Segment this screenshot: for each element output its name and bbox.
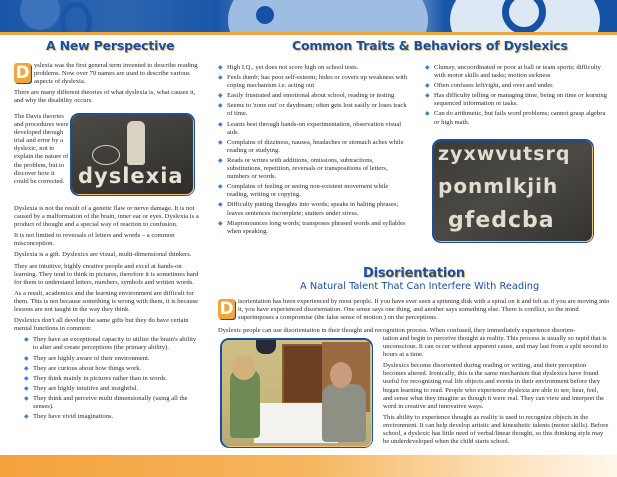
list-item-text: Complains of feeling or seeing non-existent movement while reading, writing or copying. <box>227 183 389 199</box>
list-item-text: Complains of dizziness, nausea, headaches or stomach aches while reading or studying. <box>227 138 404 154</box>
list-item <box>425 92 607 108</box>
mental-functions-list <box>14 336 202 421</box>
diamond-bullet-icon: ◆ <box>218 103 223 110</box>
list-item-text: They think mainly in pictures rather than in words. <box>33 374 168 382</box>
body-paragraph: It is not limited to reversals of letters and words – a common misconception. <box>14 232 175 248</box>
disorientation-body <box>383 335 609 449</box>
dropcap: D <box>15 63 30 83</box>
banner-decor-dot <box>256 6 274 24</box>
list-item-text: Reads or writes with additions, omissions, subtractions, substitutions, repetition, reversals or transpositions of letters, numbers or words. <box>227 156 388 181</box>
list-item-text: Seems to 'zone out' or daydream; often gets lost easily or loses track of time. <box>227 102 407 118</box>
header-banner <box>0 0 617 33</box>
diamond-bullet-icon: ◆ <box>24 414 29 421</box>
list-item <box>218 157 408 181</box>
traits-list-middle <box>218 64 408 238</box>
list-item-text: Feels dumb; has poor self-esteem; hides or covers up weakness with coping mechanism i.e. acting out <box>227 74 408 90</box>
list-item-text: They think and perceive multi dimensionally (using all the senses). <box>33 394 188 410</box>
diamond-bullet-icon: ◆ <box>425 83 430 90</box>
diamond-bullet-icon: ◆ <box>425 111 430 118</box>
traits-list <box>425 64 607 127</box>
diamond-bullet-icon: ◆ <box>218 202 223 209</box>
list-item <box>218 121 408 137</box>
new-perspective-body <box>14 205 202 423</box>
list-item <box>425 64 607 80</box>
alphabet-row: gfedcba <box>448 208 555 233</box>
list-item <box>425 82 607 90</box>
disorientation-subtitle: A Natural Talent That Can Interfere With Reading <box>300 281 540 292</box>
list-item-text: Easily frustrated and emotional about school, reading or testing. <box>227 92 396 100</box>
list-item <box>218 92 408 100</box>
list-item <box>24 375 202 383</box>
diamond-bullet-icon: ◆ <box>24 337 29 344</box>
traits-list-right <box>425 64 607 129</box>
diamond-bullet-icon: ◆ <box>24 395 29 402</box>
list-item <box>24 385 202 393</box>
diamond-bullet-icon: ◆ <box>425 65 430 71</box>
body-paragraph: This ability to experience thought as reality is used to recognize objects in the environment. It can help develop artistic and kinesthetic talents (motor skills). Before school, a dyslexic has little need of verbal/linear thought, so this thinking style may be underdeveloped when the child starts school. <box>383 413 609 446</box>
body-paragraph: Dyslexia is not the result of a genetic flaw or nerve damage. It is not caused by a malformation of the brain, inner ear or eyes. Dyslexia is a product of thought and a special way of reaction to confusion. <box>14 205 199 229</box>
alphabet-row: zyxwvutsrq <box>438 143 571 165</box>
traits-list <box>218 64 408 236</box>
body-paragraph: As a result, academics and the learning environment are difficult for them. This is not because something is wrong with them, it is because lessons are not taught in the way they think. <box>14 289 199 314</box>
man-figure <box>322 384 366 442</box>
diamond-bullet-icon: ◆ <box>218 220 223 227</box>
list-item-text: Often confuses left/right, and over and under. <box>434 82 554 90</box>
diamond-bullet-icon: ◆ <box>218 75 223 82</box>
body-paragraph: Dyslexics don't all develop the same gifts but they do have certain mental functions in common: <box>14 317 189 333</box>
diamond-bullet-icon: ◆ <box>218 121 223 128</box>
list-item <box>24 336 202 352</box>
clay-figure <box>127 121 145 165</box>
list-item-text: They have vivid imaginations. <box>33 413 114 421</box>
clay-word: dyslexia <box>78 164 184 188</box>
list-item-text: Learns best through hands-on experimentation, observation visual aids. <box>227 120 402 136</box>
davis-paragraph: The Davis theories and procedures were developed through trial and error by a dyslexic, not to explain the nature of the problem, but to discover how it could be corrected. <box>14 113 69 185</box>
banner-decor-block <box>600 0 617 33</box>
list-item <box>425 110 607 126</box>
diamond-bullet-icon: ◆ <box>218 184 223 191</box>
diamond-bullet-icon: ◆ <box>218 157 223 164</box>
list-item <box>218 183 408 199</box>
list-item-text: They are curious about how things work. <box>33 364 142 372</box>
heading-disorientation: Disorientation <box>363 266 465 281</box>
diamond-bullet-icon: ◆ <box>425 93 430 100</box>
list-item <box>24 413 202 421</box>
list-item-text: They are highly intuitive and insightful. <box>33 384 139 392</box>
wall-plaque <box>256 340 276 354</box>
disorientation-paragraph: Dyslexic people can use disorientation in their thought and recognition process. When confused, they immediately experience disorien- <box>218 327 576 334</box>
heading-new-perspective: A New Perspective <box>46 38 175 53</box>
list-item <box>24 365 202 373</box>
header-divider <box>0 32 617 35</box>
clay-loop <box>92 145 120 165</box>
list-item-text: They have an exceptional capacity to utilize the brain's ability to alter and create perceptions (the primary ability). <box>33 336 197 352</box>
diamond-bullet-icon: ◆ <box>218 93 223 100</box>
list-item-text: Can do arithmetic, but fails word problems; cannot grasp algebra or high math. <box>434 110 606 126</box>
list-item-text: Has difficulty telling or managing time, being on time or learning sequenced information or tasks. <box>434 92 607 108</box>
diamond-bullet-icon: ◆ <box>24 385 29 392</box>
banner-decor-shape <box>20 0 60 30</box>
theories-paragraph: There are many different theories of what dyslexia is, what causes it, and why the disability occurs. <box>14 89 196 105</box>
diamond-bullet-icon: ◆ <box>24 355 29 362</box>
intro-text: yslexia was the first general term invented to describe reading problems. Now over 70 names are used to describe various aspects of dyslexia. <box>34 62 198 86</box>
body-paragraph: They are intuitive, highly creative people and excel at hands-on learning. They tend to think in pictures, therefore it is sometimes hard for them to understand letters, numbers, symbols and written words. <box>14 262 199 286</box>
list-item <box>218 201 408 217</box>
dropcap: D <box>219 299 234 319</box>
list-item <box>218 74 408 90</box>
list-item <box>24 355 202 363</box>
man-head <box>330 362 352 388</box>
diamond-bullet-icon: ◆ <box>24 365 29 372</box>
heading-common-traits: Common Traits & Behaviors of Dyslexics <box>292 38 568 53</box>
intro-text: isorientation has been experienced by most people. If you have ever seen a spinning disk with a spiral on it and felt as if you are moving into it, you have experienced disorientation. One sense says one thing, and another says something else. There is conflict, so the mind superimposes a compromise (the false sense of motion ) on the perceptions. <box>238 298 610 322</box>
list-item-text: They are highly aware of their environment. <box>33 354 150 362</box>
list-item-text: Difficulty putting thoughts into words; speaks in halting phrases; leaves sentences incomplete; stutters under stress. <box>227 201 399 217</box>
list-item <box>218 220 408 236</box>
list-item <box>218 139 408 155</box>
body-paragraph: Dyslexics become disoriented during reading or writing, and their perception becomes altered. Ironically, this is the same mechanism that dyslexics have found useful for recognizing real life objects and events in their environment before they began learning to read. People who experience dyslexia are able to see, hear, feel, and sense what they imagine as though it were real. They can view and interpret the word in creative and innovative ways. <box>383 362 605 410</box>
new-perspective-intro <box>14 62 200 108</box>
list-item-text: Mispronounces long words; transposes phrased words and syllables when speaking. <box>227 219 406 235</box>
diamond-bullet-icon: ◆ <box>218 139 223 146</box>
disorientation-intro <box>218 298 610 322</box>
diamond-bullet-icon: ◆ <box>24 375 29 382</box>
banner-decor-shape <box>60 2 92 33</box>
diamond-bullet-icon: ◆ <box>218 65 223 71</box>
intro-paragraph <box>14 62 200 86</box>
list-item-text: High I.Q., yet does not score high on school tests. <box>227 64 359 71</box>
footer-band <box>0 455 617 477</box>
photo-tutoring-session <box>222 340 371 446</box>
photo-clay-alphabet <box>434 141 592 241</box>
cabinet <box>282 344 326 404</box>
list-item-text: Clumsy, uncoordinated or poor at ball or team sports; difficulty with motor skills and tasks; motion sickness <box>434 64 601 80</box>
list-item <box>218 64 408 72</box>
list-item <box>218 102 408 118</box>
list-item <box>24 395 202 411</box>
alphabet-row: ponmlkjih <box>438 174 559 198</box>
girl-head <box>232 356 256 380</box>
body-paragraph: tation and begin to perceive thought as reality. This process is usually so rapid that is unconscious. It can occur without apparent cause, and may last from a split second to hours at a time. <box>383 335 608 359</box>
body-paragraph: Dyslexia is a gift. Dyslexics are visual, multi-dimensional thinkers. <box>14 251 192 259</box>
photo-clay-dyslexia <box>72 115 193 194</box>
